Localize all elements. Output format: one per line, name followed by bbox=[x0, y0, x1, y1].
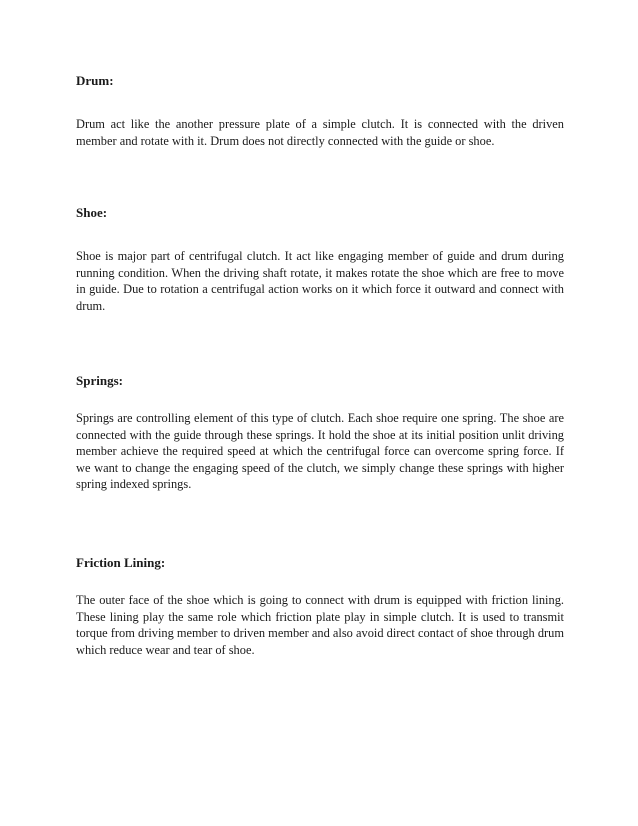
section-body-drum: Drum act like the another pressure plate of a simple clutch. It is connected with the driven member and rotate with it. Drum does not directly connected with the guide or shoe. bbox=[76, 117, 564, 148]
section-heading-friction-lining: Friction Lining: bbox=[76, 555, 166, 570]
section-springs bbox=[76, 373, 564, 492]
section-body-springs: Springs are controlling element of this type of clutch. Each shoe require one spring. The shoe are connected with the guide through these springs. It hold the shoe at its initial position unlit driving member achieve the required speed at which the centrifugal force can overcome spring force. If we want to change the engaging speed of the clutch, we simply change these springs with higher spring indexed springs. bbox=[76, 411, 564, 492]
section-body-shoe: Shoe is major part of centrifugal clutch. It act like engaging member of guide and drum during running condition. When the driving shaft rotate, it makes rotate the shoe which are free to move in guide. Due to rotation a centrifugal action works on it which force it outward and connect with drum. bbox=[76, 249, 564, 313]
section-heading-drum: Drum: bbox=[76, 73, 114, 88]
section-heading-springs: Springs: bbox=[76, 373, 123, 388]
section-shoe bbox=[76, 205, 564, 313]
section-friction-lining bbox=[76, 555, 564, 657]
section-drum bbox=[76, 73, 564, 148]
section-heading-shoe: Shoe: bbox=[76, 205, 108, 220]
section-body-friction-lining: The outer face of the shoe which is going to connect with drum is equipped with friction lining. These lining play the same role which friction plate play in simple clutch. It is used to transmit torque from driving member to driven member and also avoid direct contact of shoe through drum which reduce wear and tear of shoe. bbox=[76, 593, 564, 657]
